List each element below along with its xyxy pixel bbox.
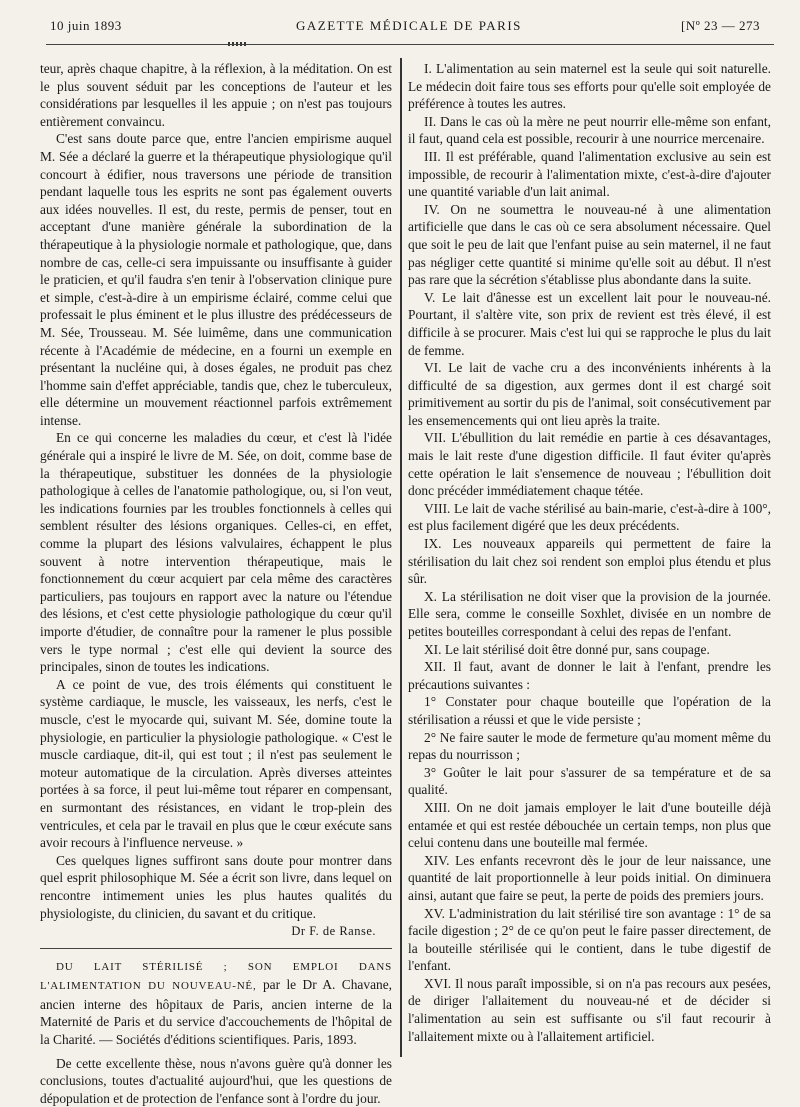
conclusion-10: X. La stérilisation ne doit viser que la provision de la journée. Elle sera, comme le conseille Soxhlet, divisée en un nombre de petites bouteilles correspondant à celui des repas de l'enfant. xyxy=(408,588,771,639)
precaution-2: 2° Ne faire sauter le mode de fermeture qu'au moment même du repas du nourrisson ; xyxy=(408,729,771,763)
running-header xyxy=(50,18,770,40)
conclusion-14: XIV. Les enfants recevront dès le jour de leur naissance, une quantité de lait proportionnelle à leur poids initial. On diminuera ainsi, autant que faire se peut, la perte de poids des premiers jours. xyxy=(408,852,771,903)
conclusion-4: IV. On ne soumettra le nouveau-né à une alimentation artificielle que dans le cas où ce sera absolument nécessaire. Quel que soit le peu de lait que l'enfant puise au sein maternel, il ne faut pas négliger cette quantité si minime qu'elle soit au début. Il n'est pas rare que la sécrétion s'établisse plus abondante dans la suite. xyxy=(408,201,771,288)
conclusion-7: VII. L'ébullition du lait remédie en partie à ces désavantages, mais le lait reste d'une digestion difficile. Il faut éviter qu'après cette opération le lait s'ensemence de nouveau ; l'ébullition doit donc précéder immédiatement chaque tétée. xyxy=(408,430,771,499)
left-paragraph-4: A ce point de vue, des trois éléments qui constituent le système cardiaque, le muscle, les vaisseaux, les nerfs, c'est le muscle, c'est le myocarde qui, suivant M. Sée, domine toute la physiologie, en particulier la physiologie pathologique. « C'est le muscle cardiaque, dit-il, qui est tout ; il n'est pas seulement le moteur automatique de la circulation. Après diverses atteintes portées à sa force, il peut lui-même tout réparer en compensant, en surmontant des résistances, en vidant le trop-plein des ventricules, et cela par le travail en plus que le cœur exécute sans avoir recours à l'influence nerveuse. » xyxy=(40,676,392,851)
conclusion-5: V. Le lait d'ânesse est un excellent lait pour le nouveau-né. Pourtant, il s'altère vite, son prix de revient est très élevé, il est difficile à se procurer. Mais c'est lui qui se rapproche le plus du lait de femme. xyxy=(408,289,771,358)
conclusion-1: I. L'alimentation au sein maternel est la seule qui soit naturelle. Le médecin doit faire tous ses efforts pour qu'elle soit employée de préférence à toutes les autres. xyxy=(408,61,771,112)
review-citation: par le Dr A. Chavane, ancien interne des hôpitaux de Paris, ancien interne de la Maternité de Paris et du service d'accouchements de l'hôpital de la Charité. — Sociétés d'éditions scientifiques. Paris, 1893. xyxy=(40,977,392,1048)
conclusion-13: XIII. On ne doit jamais employer le lait d'une bouteille déjà entamée et qui est restée débouchée un certain temps, non plus que celui contenu dans une bouteille mal fermée. xyxy=(408,799,771,851)
review-paragraph: De cette excellente thèse, nous n'avons guère qu'à donner les conclusions, toutes d'actualité aujourd'hui, que les questions de dépopulation et de protection de l'enfance sont à l'ordre du jour. xyxy=(40,1055,392,1106)
precaution-1: 1° Constater pour chaque bouteille que l'opération de la stérilisation a réussi et que le vide persiste ; xyxy=(408,694,771,727)
conclusion-12: XII. Il faut, avant de donner le lait à l'enfant, prendre les précautions suivantes : xyxy=(408,659,771,692)
conclusion-6: VI. Le lait de vache cru a des inconvénients inhérents à la difficulté de sa digestion, aux germes dont il est chargé soit primitivement au sortir du pis de l'animal, soit consécutivement par les ensemencements qui ont lieu après la traite. xyxy=(408,360,771,428)
left-paragraph-3: En ce qui concerne les maladies du cœur, et c'est là l'idée générale qui a inspiré le livre de M. Sée, on doit, comme base de la thérapeutique, substituer les données de la physiologie pathologique à celles de l'anatomie pathologique, ou, si l'on veut, les indications fournies par les troubles fonctionnels à celles qui semblent résulter des lésions organiques. Celles-ci, en effet, comme la plupart des lésions valvulaires, échappent le plus souvent à notre intervention thérapeutique, mais le fonctionnement du cœur acquiert par cela même des caractères particuliers, pas toujours en rapport avec la nature ou l'étendue des lésions, et c'est cette physiologie pathologique du cœur qu'il importe d'étudier, de connaître pour la ramener le plus possible vers le type normal ; c'est elle qui devient la source des principales, sinon de toutes les indications. xyxy=(40,430,392,675)
conclusion-15: XV. L'administration du lait stérilisé tire son avantage : 1° de sa facile digestion ; 2° de ce qu'on peut le faire passer directement, de la bouteille stérilisée qui le contient, dans le tube digestif de l'enfant. xyxy=(408,905,771,974)
review-title: DU LAIT STÉRILISÉ ; SON EMPLOI DANS L'ALIMENTATION DU NOUVEAU-NÉ, xyxy=(40,960,392,993)
conclusion-11: XI. Le lait stérilisé doit être donné pur, sans coupage. xyxy=(424,641,710,657)
header-page-number: [Nº 23 — 273 xyxy=(681,18,760,33)
conclusion-16: XVI. Il nous paraît impossible, si on n'a pas recours aux pesées, de diriger l'allaitement du nouveau-né et de décider si l'alimentation au sein est suffisante ou s'il faut recourir à l'allaitement mixte ou à l'allaitement artificiel. xyxy=(408,975,771,1044)
conclusion-8: VIII. Le lait de vache stérilisé au bain-marie, c'est-à-dire à 100°, est plus facilement digéré que les deux précédents. xyxy=(408,500,771,534)
precaution-3: 3° Goûter le lait pour s'assurer de sa température et de sa qualité. xyxy=(408,764,771,798)
header-date: 10 juin 1893 xyxy=(50,18,122,33)
header-journal-title: GAZETTE MÉDICALE DE PARIS xyxy=(296,18,522,33)
conclusion-2: II. Dans le cas où la mère ne peut nourrir elle-même son enfant, il faut, quand cela est possible, recourir à une nourrice mercenaire. xyxy=(408,113,771,147)
left-paragraph-5: Ces quelques lignes suffiront sans doute pour montrer dans quel esprit philosophique M. Sée a écrit son livre, dans lequel on rencontre intimement unies les plus hautes qualités du physiologiste, du clinicien, du savant et du critique. xyxy=(40,852,392,921)
book-review xyxy=(40,957,392,1107)
conclusion-3: III. Il est préférable, quand l'alimentation exclusive au sein est impossible, de recourir à l'alimentation mixte, c'est-à-dire d'ajouter une quantité variable d'un lait animal. xyxy=(408,148,771,200)
conclusion-9: IX. Les nouveaux appareils qui permettent de faire la stérilisation du lait chez soi rendent son emploi plus étendu et plus sûr. xyxy=(408,536,771,587)
author-signature: Dr F. de Ranse. xyxy=(291,924,376,939)
header-rule xyxy=(46,44,774,45)
left-paragraph-1: teur, après chaque chapitre, à la réflexion, à la méditation. On est le plus souvent séduit par les conceptions de l'auteur et les considérations par lesquelles il les appuie ; on n'est pas toujours entièrement convaincu. xyxy=(40,61,392,129)
left-column xyxy=(40,60,392,1107)
left-paragraph-2: C'est sans doute parce que, entre l'ancien empirisme auquel M. Sée a déclaré la guerre et la thérapeutique physiologique qu'il concourt à édifier, nous traversons une période de transition pendant laquelle tous les esprits ne sont pas également ouverts aux idées nouvelles. Il est, du reste, permis de penser, tout en acceptant d'une manière générale la subordination de la thérapeutique à la physiologie normale et pathologique, que, dans nombre de cas, celle-ci sera impuissante ou insuffisante à guider le praticien, et qu'il faudra s'en tenir à l'observation clinique pure et simple, c'est-à-dire à un empirisme éclairé, comme celui que professait le plus éminent et le plus illustre des prédécesseurs de M. Sée, Trousseau. M. Sée luimême, dans une communication récente à l'Académie de médecine, en a fourni un exemple en présentant la nucléine qui, à doses égales, ne produit pas chez l'homme sain d'effet appréciable, tandis que, chez le tuberculeux, elle détermine un mouvement réactionnel parfois extrêmement intense. xyxy=(40,131,392,428)
right-column xyxy=(408,60,771,1045)
section-separator xyxy=(40,948,392,949)
column-divider xyxy=(400,58,402,1057)
